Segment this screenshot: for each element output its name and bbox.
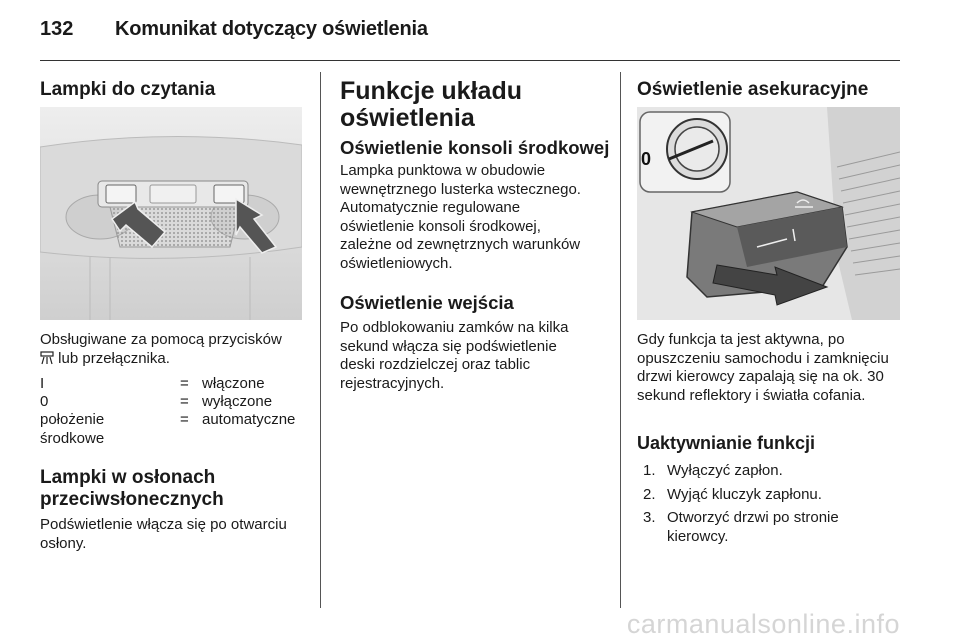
subheading-console-lighting: Oświetlenie konsoli środkowej (340, 137, 610, 158)
console-lighting-text: Lampka punktowa w obudowie wewnętrznego lusterka wstecznego. Automatycznie regulowane oświetlenie konsoli środkowej, zależne od zewnętrznych warunków oświetleniowych. (340, 162, 581, 272)
entry-lighting-text: Po odblokowaniu zamków na kilka sekund włącza się podświetlenie deski rozdzielczej oraz tablic rejestracyjnych. (340, 319, 569, 392)
exit-lighting-intro-text: Gdy funkcja ta jest aktywna, po opuszczeniu samochodu i zamknięciu drzwi kierowcy zapalają się na ok. 30 sekund reflektory i światła cofania. (637, 331, 889, 404)
activation-steps-list (643, 462, 873, 551)
list-item (643, 509, 873, 546)
table-eq: = (180, 411, 189, 428)
header-rule (40, 60, 900, 61)
list-item (643, 486, 873, 505)
step-text: Otworzyć drzwi po stronie kierowcy. (667, 509, 839, 545)
section-heading-exit-lighting: Oświetlenie asekuracyjne (637, 79, 869, 100)
reading-lamps-illustration (40, 107, 302, 320)
step-number: 3. (643, 509, 656, 526)
section-heading-sun-visor-lamps: Lampki w osłonach przeciwsłonecznych (40, 467, 224, 510)
switch-positions-table (40, 375, 312, 445)
step-number: 2. (643, 485, 656, 503)
section-heading-reading-lamps: Lampki do czytania (40, 79, 216, 100)
table-key: I (40, 375, 45, 392)
table-key: położenie środkowe (40, 411, 105, 447)
reading-lamps-figure (40, 107, 302, 320)
ignition-switch-illustration (637, 107, 900, 320)
table-key: 0 (40, 393, 49, 410)
table-eq: = (180, 393, 189, 410)
reading-lamps-operation-text (40, 331, 312, 368)
table-value: włączone (202, 375, 265, 392)
table-value: automatyczne (202, 411, 296, 428)
table-eq: = (180, 375, 189, 392)
list-item (643, 462, 873, 481)
step-text: Wyjąć kluczyk zapłonu. (667, 485, 822, 503)
ignition-position-label: 0 (641, 149, 652, 169)
reading-lamp-icon (40, 351, 54, 365)
operated-text: Obsługiwane za pomocą przycisków (40, 331, 282, 348)
section-heading-lighting-functions: Funkcje układu oświetlenia (340, 77, 522, 132)
table-value: wyłączone (202, 393, 273, 410)
column-separator (620, 72, 621, 608)
exit-lighting-figure (637, 107, 900, 320)
sun-visor-text: Podświetlenie włącza się po otwarciu osłony. (40, 516, 287, 552)
subheading-activate-function: Uaktywnianie funkcji (637, 433, 816, 453)
operated-text-2: lub przełącznika. (58, 349, 170, 367)
page-title: Komunikat dotyczący oświetlenia (115, 18, 428, 40)
column-separator (320, 72, 321, 608)
step-number: 1. (643, 462, 656, 479)
page-number: 132 (40, 18, 74, 40)
watermark: carmanualsonline.info (626, 609, 900, 639)
step-text: Wyłączyć zapłon. (667, 462, 783, 479)
subheading-entry-lighting: Oświetlenie wejścia (340, 292, 514, 313)
